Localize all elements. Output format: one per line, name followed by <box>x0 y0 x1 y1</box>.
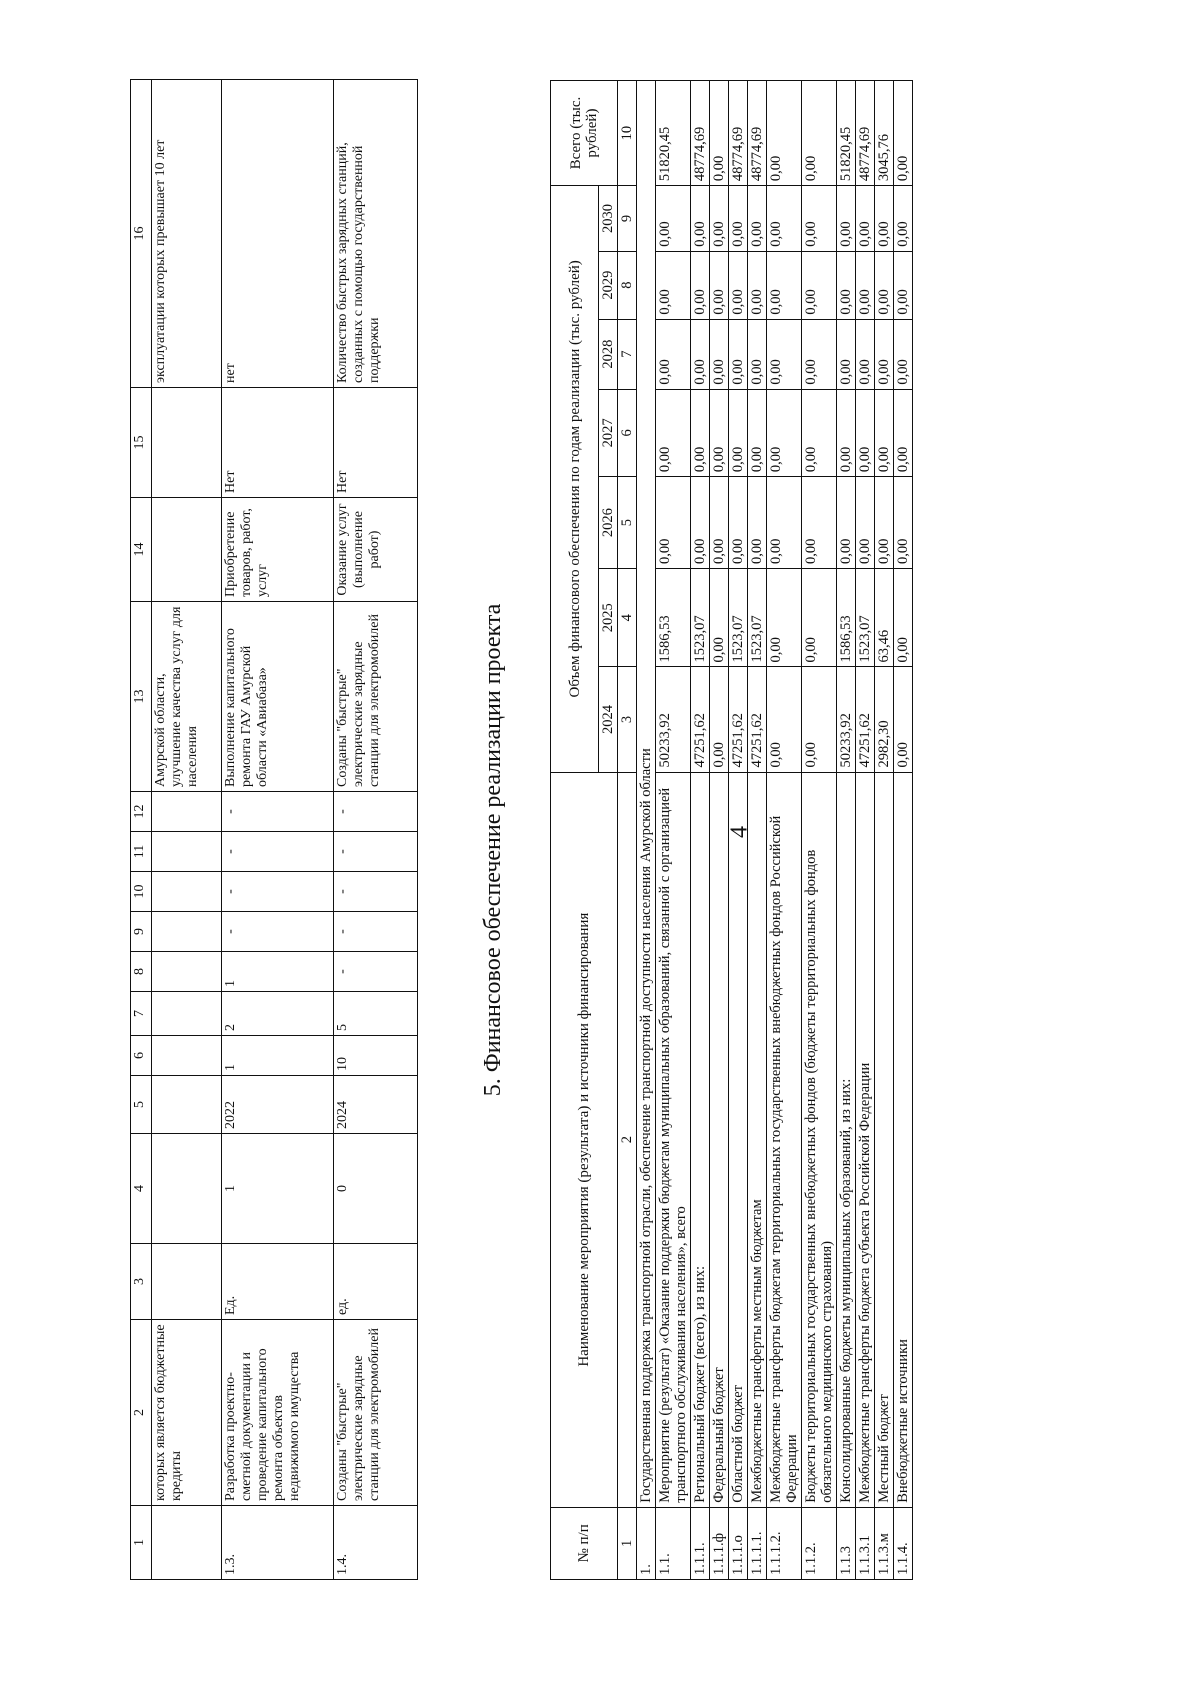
row-value: 0,00 <box>856 251 875 319</box>
row-value: 0,00 <box>710 251 729 319</box>
row-num: 1.1.1. <box>691 1507 710 1579</box>
row-value: 0,00 <box>710 569 729 667</box>
cell: ед. <box>334 1244 418 1320</box>
col-number: 7 <box>131 992 152 1036</box>
col-number: 7 <box>618 319 637 389</box>
col-number: 14 <box>131 498 152 602</box>
row-value: 0,00 <box>656 389 691 477</box>
cell: 1 <box>222 952 334 992</box>
row-total: 48774,69 <box>729 81 748 186</box>
col-number: 1 <box>618 1507 637 1579</box>
header-year: 2025 <box>599 569 618 667</box>
row-num: 1.1.3.м <box>875 1507 894 1579</box>
row-value: 47251,62 <box>691 667 710 772</box>
col-number: 5 <box>618 477 637 569</box>
cell <box>152 1134 222 1244</box>
row-value: 0,00 <box>802 251 837 319</box>
row-value: 1523,07 <box>856 569 875 667</box>
row-value: 0,00 <box>691 477 710 569</box>
row-value: 0,00 <box>729 251 748 319</box>
row-value: 0,00 <box>710 389 729 477</box>
cell <box>152 952 222 992</box>
row-value: 0,00 <box>875 477 894 569</box>
row-value: 0,00 <box>767 477 802 569</box>
row-total: 51820,45 <box>837 81 856 186</box>
cell <box>152 912 222 952</box>
header-year: 2029 <box>599 251 618 319</box>
row-value: 50233,92 <box>656 667 691 772</box>
row-name: Местный бюджет <box>875 772 894 1507</box>
finance-row <box>691 81 710 1580</box>
cell: - <box>334 952 418 992</box>
col-number: 5 <box>131 1076 152 1134</box>
header-year: 2026 <box>599 477 618 569</box>
section-title: 5. Финансовое обеспечение реализации проекта <box>480 603 506 1097</box>
row-num: 1.1.3 <box>837 1507 856 1579</box>
row-name: Региональный бюджет (всего), из них: <box>691 772 710 1507</box>
cell-result: Созданы "быстрые" электрические зарядные станции для электромобилей <box>334 602 418 792</box>
cell: Нет <box>222 388 334 498</box>
cell: - <box>222 832 334 872</box>
row-value: 0,00 <box>767 389 802 477</box>
cell <box>152 1036 222 1076</box>
col-number: 10 <box>618 81 637 186</box>
row-value: 0,00 <box>894 186 913 252</box>
row-value: 0,00 <box>894 251 913 319</box>
cell-num: 1.3. <box>222 1506 334 1580</box>
header-num: № п/п <box>551 1507 618 1579</box>
col-number: 12 <box>131 792 152 832</box>
row-value: 0,00 <box>748 477 767 569</box>
row-total: 48774,69 <box>748 81 767 186</box>
finance-row <box>656 81 691 1580</box>
cell <box>152 498 222 602</box>
row-value: 0,00 <box>875 319 894 389</box>
cell: 1 <box>222 1036 334 1076</box>
col-number: 1 <box>131 1506 152 1580</box>
header-volume: Объем финансового обеспечения по годам реализации (тыс. рублей) <box>551 186 599 772</box>
cell: 10 <box>334 1036 418 1076</box>
row-value: 0,00 <box>748 251 767 319</box>
row-total: 0,00 <box>710 81 729 186</box>
row-value: 0,00 <box>729 389 748 477</box>
cell-name: Разработка проектно-сметной документации и проведение капитального ремонта объектов недвижимого имущества <box>222 1320 334 1506</box>
header-year: 2028 <box>599 319 618 389</box>
row-value: 0,00 <box>710 186 729 252</box>
row-value: 0,00 <box>748 186 767 252</box>
cell: 2024 <box>334 1076 418 1134</box>
header-total: Всего (тыс. рублей) <box>551 81 618 186</box>
results-table <box>130 79 418 1580</box>
row-total: 0,00 <box>894 81 913 186</box>
row-value: 0,00 <box>837 477 856 569</box>
col-number: 3 <box>618 667 637 772</box>
row-name: Внебюджетные источники <box>894 772 913 1507</box>
row-num: 1.1.4. <box>894 1507 913 1579</box>
row-name: Областной бюджет <box>729 772 748 1507</box>
finance-body <box>656 81 913 1580</box>
finance-row <box>875 81 894 1580</box>
cell: 2022 <box>222 1076 334 1134</box>
row-value: 47251,62 <box>856 667 875 772</box>
cell: Оказание услуг (выполнение работ) <box>334 498 418 602</box>
cell: - <box>334 832 418 872</box>
row-num: 1.1. <box>656 1507 691 1579</box>
row-value: 0,00 <box>729 477 748 569</box>
row-value: 0,00 <box>729 319 748 389</box>
finance-row <box>710 81 729 1580</box>
col-number: 8 <box>618 251 637 319</box>
col-number: 9 <box>618 186 637 252</box>
row-value: 0,00 <box>894 667 913 772</box>
finance-header-row <box>551 81 599 1580</box>
results-row <box>152 80 222 1580</box>
cell: - <box>334 792 418 832</box>
row-value: 0,00 <box>802 389 837 477</box>
cell-num: 1.4. <box>334 1506 418 1580</box>
col-number: 4 <box>131 1134 152 1244</box>
row-value: 0,00 <box>837 389 856 477</box>
finance-row <box>856 81 875 1580</box>
col-number: 2 <box>131 1320 152 1506</box>
row-value: 1523,07 <box>748 569 767 667</box>
cell: Приобретение товаров, работ, услуг <box>222 498 334 602</box>
row-name: Мероприятие (результат) «Оказание поддержки бюджетам муниципальных образований, связанной с организацией транспортного обслуживания населения», всего <box>656 772 691 1507</box>
finance-row <box>837 81 856 1580</box>
cell: - <box>222 792 334 832</box>
row-value: 0,00 <box>656 251 691 319</box>
row-value: 0,00 <box>710 667 729 772</box>
cell: - <box>222 872 334 912</box>
cell: 5 <box>334 992 418 1036</box>
finance-row <box>802 81 837 1580</box>
row-value: 0,00 <box>802 319 837 389</box>
cell: Нет <box>334 388 418 498</box>
cell: Ед. <box>222 1244 334 1320</box>
results-row <box>334 80 418 1580</box>
col-number: 15 <box>131 388 152 498</box>
row-value: 0,00 <box>802 667 837 772</box>
col-number: 6 <box>618 389 637 477</box>
row-value: 0,00 <box>856 389 875 477</box>
row-value: 0,00 <box>710 319 729 389</box>
col-number: 13 <box>131 602 152 792</box>
row-name: Межбюджетные трансферты бюджета субъекта Российской Федерации <box>856 772 875 1507</box>
rotated-page-content <box>130 80 1070 1620</box>
finance-column-numbers <box>618 81 637 1580</box>
col-number: 11 <box>131 832 152 872</box>
row-value: 0,00 <box>691 186 710 252</box>
row-num: 1.1.1.2. <box>767 1507 802 1579</box>
row-value: 0,00 <box>767 667 802 772</box>
col-number: 10 <box>131 872 152 912</box>
row-value: 0,00 <box>748 389 767 477</box>
row-name: Межбюджетные трансферты местным бюджетам <box>748 772 767 1507</box>
row-value: 47251,62 <box>729 667 748 772</box>
cell-indicator: эксплуатации которых превышает 10 лет <box>152 80 222 388</box>
header-name: Наименование мероприятия (результата) и источники финансирования <box>551 772 618 1507</box>
col-number: 3 <box>131 1244 152 1320</box>
cell-result: Выполнение капитального ремонта ГАУ Амурской области «Авиабаза» <box>222 602 334 792</box>
row-value: 0,00 <box>767 319 802 389</box>
row-value: 0,00 <box>767 186 802 252</box>
results-row <box>222 80 334 1580</box>
row-num: 1.1.1.о <box>729 1507 748 1579</box>
row-value: 0,00 <box>767 251 802 319</box>
row-value: 0,00 <box>767 569 802 667</box>
row-value: 0,00 <box>875 389 894 477</box>
row-value: 0,00 <box>802 186 837 252</box>
cell <box>152 792 222 832</box>
section-num: 1. <box>637 1507 656 1579</box>
row-value: 0,00 <box>894 569 913 667</box>
row-value: 0,00 <box>894 389 913 477</box>
cell: 0 <box>334 1134 418 1244</box>
row-num: 1.1.1.ф <box>710 1507 729 1579</box>
row-value: 0,00 <box>875 186 894 252</box>
row-value: 0,00 <box>837 251 856 319</box>
cell-name: Созданы "быстрые" электрические зарядные станции для электромобилей <box>334 1320 418 1506</box>
row-value: 0,00 <box>691 251 710 319</box>
row-value: 50233,92 <box>837 667 856 772</box>
row-value: 0,00 <box>894 477 913 569</box>
cell <box>152 832 222 872</box>
cell-num <box>152 1506 222 1580</box>
row-value: 0,00 <box>710 477 729 569</box>
row-value: 0,00 <box>656 319 691 389</box>
row-value: 1523,07 <box>691 569 710 667</box>
row-value: 0,00 <box>656 477 691 569</box>
col-number: 2 <box>618 772 637 1507</box>
row-total: 48774,69 <box>691 81 710 186</box>
row-value: 0,00 <box>856 477 875 569</box>
cell <box>152 388 222 498</box>
cell <box>152 1244 222 1320</box>
header-year: 2027 <box>599 389 618 477</box>
row-value: 0,00 <box>837 319 856 389</box>
row-total: 48774,69 <box>856 81 875 186</box>
row-value: 2982,30 <box>875 667 894 772</box>
finance-row <box>767 81 802 1580</box>
row-total: 51820,45 <box>656 81 691 186</box>
row-value: 0,00 <box>802 569 837 667</box>
row-value: 63,46 <box>875 569 894 667</box>
row-num: 1.1.1.1. <box>748 1507 767 1579</box>
header-year: 2024 <box>599 667 618 772</box>
col-number: 4 <box>618 569 637 667</box>
row-value: 47251,62 <box>748 667 767 772</box>
row-value: 0,00 <box>837 186 856 252</box>
row-name: Консолидированные бюджеты муниципальных образований, из них: <box>837 772 856 1507</box>
cell: 2 <box>222 992 334 1036</box>
row-value: 0,00 <box>802 477 837 569</box>
row-total: 3045,76 <box>875 81 894 186</box>
row-value: 0,00 <box>691 389 710 477</box>
row-num: 1.1.2. <box>802 1507 837 1579</box>
cell: - <box>334 872 418 912</box>
finance-row <box>729 81 748 1580</box>
cell-name: которых является бюджетные кредиты <box>152 1320 222 1506</box>
cell <box>152 992 222 1036</box>
cell: 1 <box>222 1134 334 1244</box>
cell-indicator: нет <box>222 80 334 388</box>
finance-row <box>748 81 767 1580</box>
results-column-numbers <box>131 80 152 1580</box>
cell <box>152 872 222 912</box>
row-value: 0,00 <box>856 319 875 389</box>
row-name: Бюджеты территориальных государственных внебюджетных фондов (бюджеты территориальных фондов обязательного медицинского страхования) <box>802 772 837 1507</box>
row-value: 0,00 <box>656 186 691 252</box>
cell-indicator: Количество быстрых зарядных станций, созданных с помощью государственной поддержки <box>334 80 418 388</box>
row-value: 0,00 <box>894 319 913 389</box>
row-value: 0,00 <box>856 186 875 252</box>
row-value: 0,00 <box>875 251 894 319</box>
row-value: 0,00 <box>691 319 710 389</box>
row-name: Федеральный бюджет <box>710 772 729 1507</box>
row-name: Межбюджетные трансферты бюджетам территориальных государственных внебюджетных фондов Российской Федерации <box>767 772 802 1507</box>
finance-table <box>550 80 913 1580</box>
col-number: 6 <box>131 1036 152 1076</box>
col-number: 16 <box>131 80 152 388</box>
row-value: 1586,53 <box>837 569 856 667</box>
row-value: 1523,07 <box>729 569 748 667</box>
row-value: 1586,53 <box>656 569 691 667</box>
row-total: 0,00 <box>767 81 802 186</box>
cell <box>152 1076 222 1134</box>
section-text: Государственная поддержка транспортной отрасли, обеспечение транспортной доступности населения Амурской области <box>637 81 656 1508</box>
row-total: 0,00 <box>802 81 837 186</box>
finance-section-row <box>637 81 656 1580</box>
page-number: 4 <box>726 826 753 838</box>
cell-result: Амурской области, улучшение качества услуг для населения <box>152 602 222 792</box>
row-value: 0,00 <box>748 319 767 389</box>
row-value: 0,00 <box>729 186 748 252</box>
col-number: 9 <box>131 912 152 952</box>
finance-row <box>894 81 913 1580</box>
cell: - <box>334 912 418 952</box>
col-number: 8 <box>131 952 152 992</box>
cell: - <box>222 912 334 952</box>
header-year: 2030 <box>599 186 618 252</box>
row-num: 1.1.3.1 <box>856 1507 875 1579</box>
